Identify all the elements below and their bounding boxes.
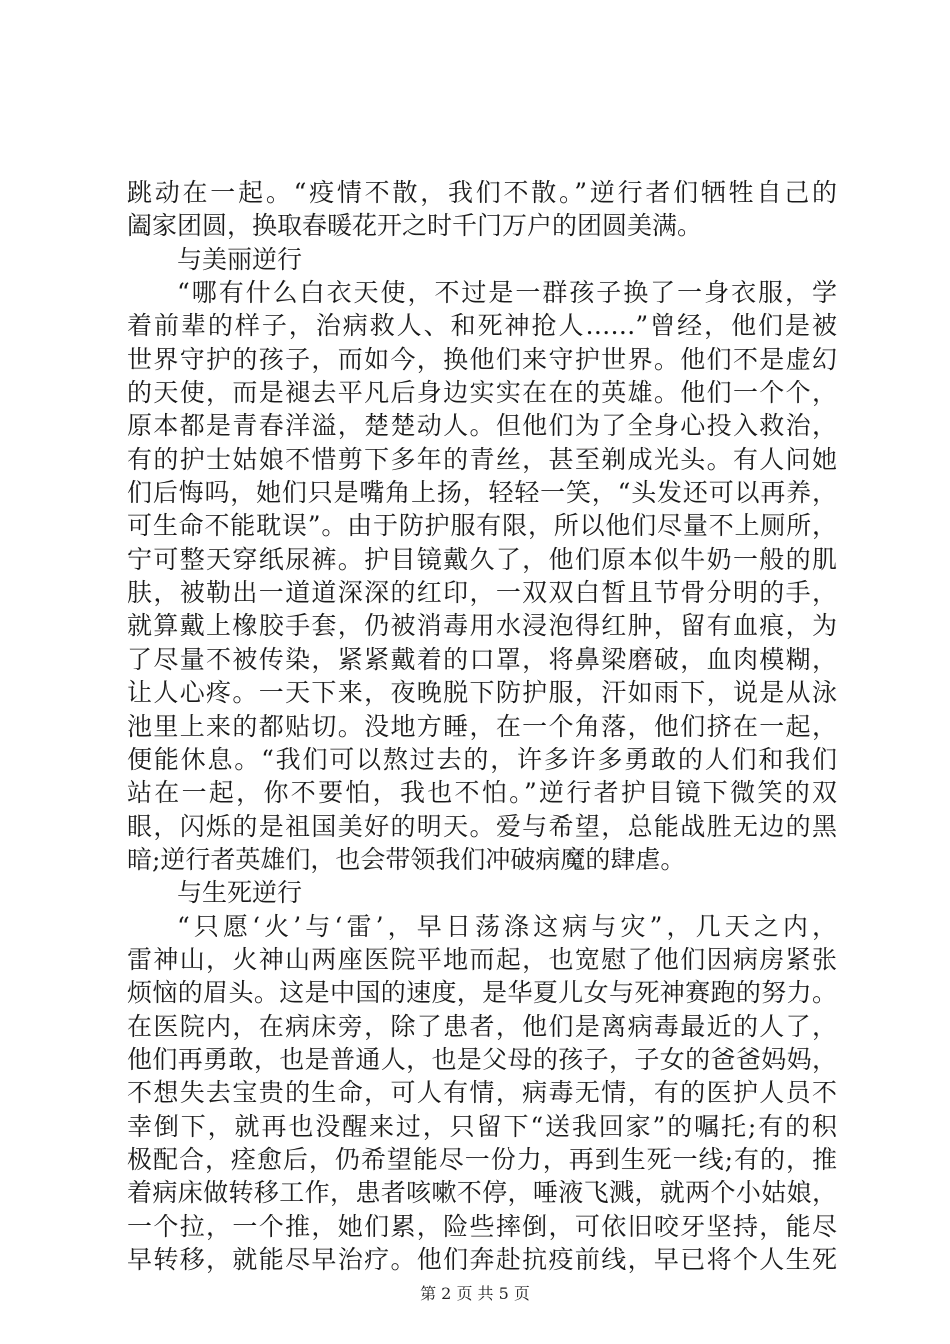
text-line: 宁可整天穿纸尿裤。护目镜戴久了，他们原本似牛奶一般的肌 <box>127 544 837 574</box>
text-line: 烦恼的眉头。这是中国的速度，是华夏儿女与死神赛跑的努力。 <box>127 978 837 1008</box>
text-line: 跳动在一起。“疫情不散，我们不散。”逆行者们牺牲自己的 <box>127 178 837 207</box>
text-line: 阖家团圆，换取春暖花开之时千门万户的团圆美满。 <box>127 211 703 241</box>
page-footer: 第 2 页 共 5 页 <box>420 1284 530 1303</box>
text-line: 们后悔吗，她们只是嘴角上扬，轻轻一笑，“头发还可以再养， <box>127 478 837 508</box>
text-line: 在医院内，在病床旁，除了患者，他们是离病毒最近的人了， <box>127 1011 837 1041</box>
text-line: 着前辈的样子，治病救人、和死神抢人……”曾经，他们是被 <box>127 311 837 341</box>
body-text <box>127 176 837 1276</box>
text-line: 他们再勇敢，也是普通人，也是父母的孩子，子女的爸爸妈妈， <box>127 1044 837 1074</box>
text-line: “哪有什么白衣天使，不过是一群孩子换了一身衣服，学 <box>177 278 837 308</box>
text-line: 着病床做转移工作，患者咳嗽不停，唾液飞溅，就两个小姑娘， <box>127 1178 837 1208</box>
section-heading: 与生死逆行 <box>177 878 303 908</box>
text-line: 一个拉，一个推，她们累，险些摔倒，可依旧咬牙坚持，能尽 <box>127 1211 837 1241</box>
text-line: 的天使，而是褪去平凡后身边实实在在的英雄。他们一个个， <box>127 378 837 408</box>
text-line: 就算戴上橡胶手套，仍被消毒用水浸泡得红肿，留有血痕，为 <box>127 611 837 641</box>
text-line: 池里上来的都贴切。没地方睡，在一个角落，他们挤在一起， <box>127 711 837 741</box>
text-line: 不想失去宝贵的生命，可人有情，病毒无情，有的医护人员不 <box>127 1078 837 1108</box>
text-line: 极配合，痊愈后，仍希望能尽一份力，再到生死一线;有的，推 <box>127 1144 837 1174</box>
text-line: 早转移，就能尽早治疗。他们奔赴抗疫前线，早已将个人生死 <box>127 1245 837 1274</box>
text-line: 肤，被勒出一道道深深的红印，一双双白皙且节骨分明的手， <box>127 578 837 608</box>
text-line: 原本都是青春洋溢，楚楚动人。但他们为了全身心投入救治， <box>127 411 837 441</box>
text-line: 可生命不能耽误”。由于防护服有限，所以他们尽量不上厕所， <box>127 511 837 541</box>
text-line: 让人心疼。一天下来，夜晚脱下防护服，汗如雨下，说是从泳 <box>127 678 837 708</box>
text-line: 有的护士姑娘不惜剪下多年的青丝，甚至剃成光头。有人问她 <box>127 444 837 474</box>
text-line: 眼，闪烁的是祖国美好的明天。爱与希望，总能战胜无边的黑 <box>127 811 837 841</box>
text-line: 便能休息。“我们可以熬过去的，许多许多勇敢的人们和我们 <box>127 744 837 774</box>
text-line: 世界守护的孩子，而如今，换他们来守护世界。他们不是虚幻 <box>127 344 837 374</box>
text-line: 幸倒下，就再也没醒来过，只留下“送我回家”的嘱托;有的积 <box>127 1111 837 1141</box>
text-line: 站在一起，你不要怕，我也不怕。”逆行者护目镜下微笑的双 <box>127 778 837 808</box>
text-line: 了尽量不被传染，紧紧戴着的口罩，将鼻梁磨破，血肉模糊， <box>127 644 837 674</box>
text-line: 暗;逆行者英雄们，也会带领我们冲破病魔的肆虐。 <box>127 844 686 874</box>
section-heading: 与美丽逆行 <box>177 244 303 274</box>
text-line: 雷神山，火神山两座医院平地而起，也宽慰了他们因病房紧张 <box>127 944 837 974</box>
text-line: “只愿‘火’与‘雷’，早日荡涤这病与灾”，几天之内， <box>177 911 837 941</box>
